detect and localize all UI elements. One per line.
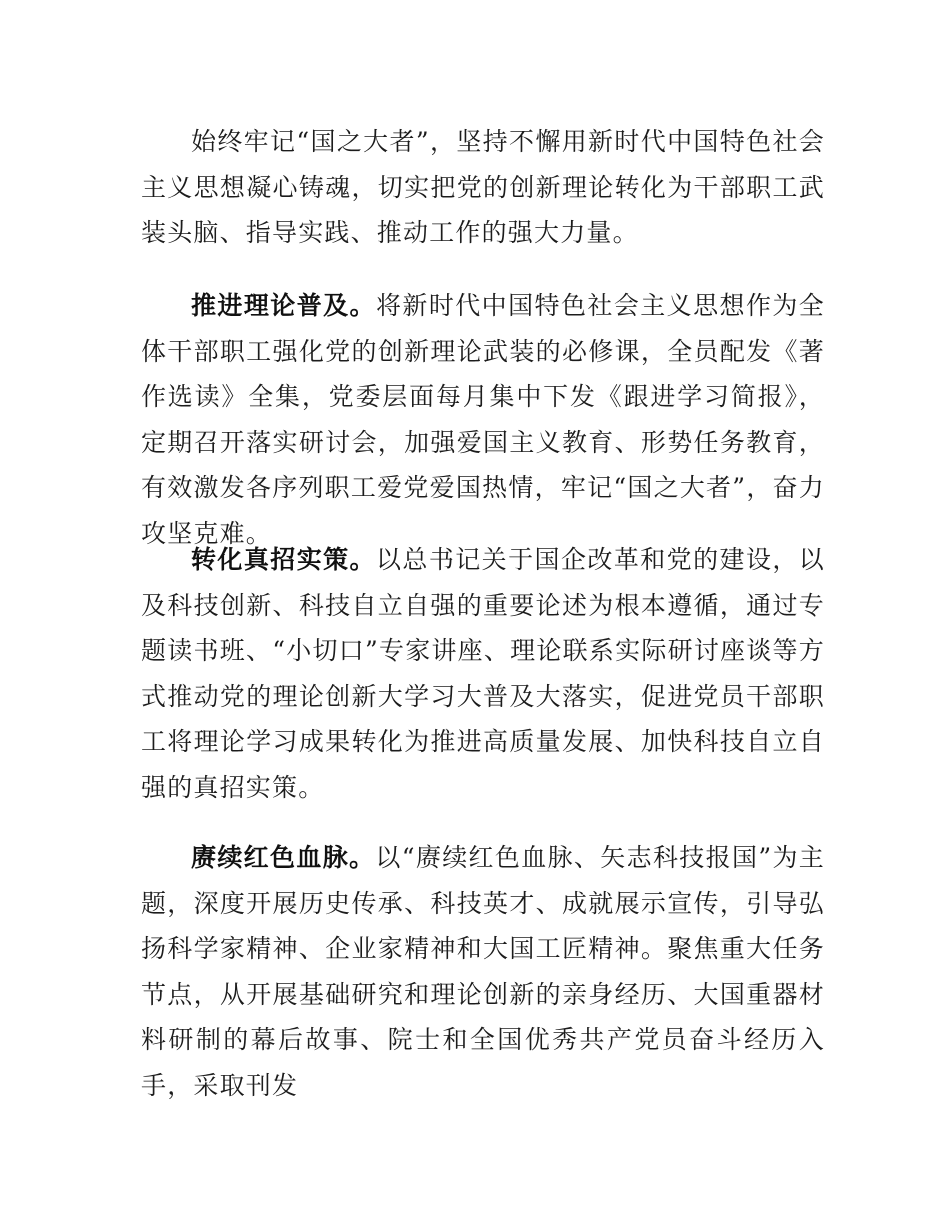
paragraph-body: 始终牢记“国之大者”，坚持不懈用新时代中国特色社会主义思想凝心铸魂，切实把党的创新理论转化为干部职工武装头脑、指导实践、推动工作的强大力量。 <box>141 127 825 247</box>
paragraph-body: 以“赓续红色血脉、矢志科技报国”为主题，深度开展历史传承、科技英才、成就展示宣传，引导弘扬科学家精神、企业家精神和大国工匠精神。聚焦重大任务节点，从开展基础研究和理论创新的亲身经历、大国重器材料研制的幕后故事、院士和全国优秀共产党员奋斗经历入手，采取刊发 <box>141 843 825 1100</box>
paragraph-heading: 推进理论普及。 <box>191 291 376 320</box>
paragraph-heading: 赓续红色血脉。 <box>191 843 376 872</box>
paragraph-red-heritage <box>141 835 825 1108</box>
paragraph-practical-measures <box>141 537 825 810</box>
paragraph-body: 将新时代中国特色社会主义思想作为全体干部职工强化党的创新理论武装的必修课，全员配发《著作选读》全集，党委层面每月集中下发《跟进学习简报》，定期召开落实研讨会，加强爱国主义教育、形势任务教育，有效激发各序列职工爱党爱国热情，牢记“国之大者”，奋力攻坚克难。 <box>141 291 825 548</box>
paragraph-theory-popularization <box>141 283 825 556</box>
paragraph-heading: 转化真招实策。 <box>191 545 376 574</box>
paragraph-intro <box>141 119 825 256</box>
paragraph-body: 以总书记关于国企改革和党的建设，以及科技创新、科技自立自强的重要论述为根本遵循，通过专题读书班、“小切口”专家讲座、理论联系实际研讨座谈等方式推动党的理论创新大学习大普及大落实，促进党员干部职工将理论学习成果转化为推进高质量发展、加快科技自立自强的真招实策。 <box>141 545 825 802</box>
